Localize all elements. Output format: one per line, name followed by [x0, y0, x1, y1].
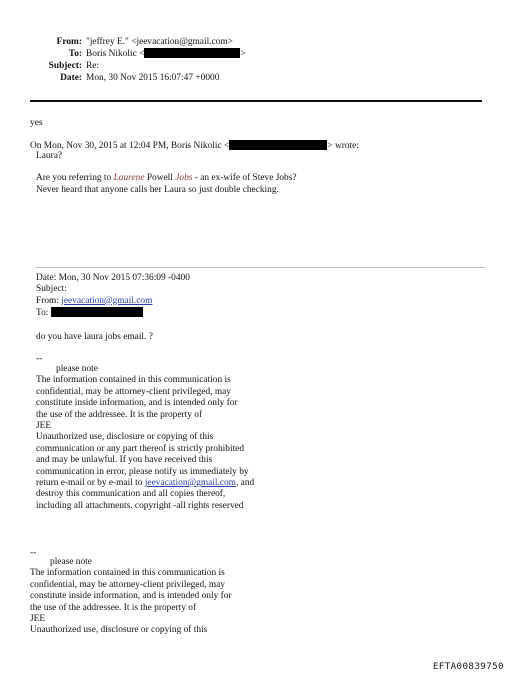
header-from-row: [0, 36, 260, 48]
highlighted-name: Laurene: [113, 173, 145, 184]
redaction-block: [51, 307, 143, 317]
inner-date: Date: Mon, 30 Nov 2015 07:36:09 -0400: [36, 273, 190, 283]
quoted-intro-prefix: On Mon, Nov 30, 2015 at 12:04 PM, Boris Nikolic <: [30, 141, 230, 151]
notice-line: communication in error, please notify us immediately by: [36, 466, 249, 477]
header-from-label: From:: [56, 37, 82, 47]
notice-line: the use of the addressee. It is the property of: [36, 409, 203, 420]
notice-line: the use of the addressee. It is the property of: [30, 602, 197, 613]
email-link[interactable]: jeevacation@gmail.com: [144, 478, 236, 489]
quoted-line: Laura?: [36, 151, 63, 161]
quoted-message: [36, 151, 297, 196]
inner-body: do you have laura jobs email. ?: [36, 332, 153, 342]
notice-line: confidential, may be attorney-client privileged, may: [36, 386, 231, 397]
highlighted-name: Jobs: [175, 173, 193, 184]
notice-line: The information contained in this communication is: [30, 568, 225, 579]
notice-line: Unauthorized use, disclosure or copying of this: [30, 625, 208, 636]
quote-divider: [36, 267, 486, 268]
header-subject-value: Re:: [86, 61, 100, 71]
notice-line: JEE: [36, 421, 52, 432]
header-date-label: Date:: [60, 73, 82, 83]
header-date-row: [0, 72, 260, 84]
confidentiality-notice: [36, 364, 254, 512]
notice-line: communication or any part thereof is strictly prohibited: [36, 443, 245, 454]
header-from-value: "jeffrey E." <jeevacation@gmail.com>: [86, 37, 233, 47]
header-to-row: [0, 48, 260, 60]
notice-line: Unauthorized use, disclosure or copying of this: [36, 432, 214, 443]
notice-line: The information contained in this communication is: [36, 375, 231, 386]
inner-subject: Subject:: [36, 284, 67, 295]
quoted-line: Never heard that anyone calls her Laura so just double checking.: [36, 184, 279, 195]
header-to-value: Boris Nikolic <: [86, 49, 145, 59]
inner-from: From: jeevacation@gmail.com: [36, 295, 153, 306]
redaction-block: [229, 140, 327, 150]
notice-line: constitute inside information, and is intended only for: [30, 591, 232, 602]
notice-line: including all attachments. copyright -all rights reserved: [36, 500, 244, 511]
signature-dash: --: [30, 548, 37, 558]
quoted-question: Are you referring to Laurene Powell Jobs - an ex-wife of Steve Jobs?: [36, 173, 297, 184]
notice-line: JEE: [30, 614, 46, 625]
document-id: EFTA00839750: [432, 661, 504, 672]
notice-line: destroy this communication and all copies thereof,: [36, 489, 226, 500]
notice-line: and may be unlawful. If you have received this: [36, 455, 213, 466]
notice-title: please note: [56, 364, 98, 374]
header-date-value: Mon, 30 Nov 2015 16:07:47 +0000: [86, 73, 220, 83]
inner-header: [36, 273, 190, 320]
redaction-block: [144, 48, 240, 58]
header-subject-label: Subject:: [48, 61, 82, 71]
notice-line: return e-mail or by e-mail to jeevacation@gmail.com, and: [36, 478, 255, 489]
header-subject-row: [0, 60, 260, 72]
reply-text: yes: [30, 118, 43, 128]
email-header: [0, 36, 260, 84]
notice-title: please note: [50, 557, 92, 567]
email-link[interactable]: jeevacation@gmail.com: [61, 295, 153, 306]
header-divider: [30, 100, 482, 102]
outer-confidentiality-notice: [30, 557, 232, 637]
quoted-intro-suffix: > wrote:: [327, 141, 359, 151]
header-to-label: To:: [68, 49, 82, 59]
signature-dash: --: [36, 354, 43, 364]
notice-line: constitute inside information, and is intended only for: [36, 398, 238, 409]
notice-line: confidential, may be attorney-client privileged, may: [30, 579, 225, 590]
header-to-suffix: >: [240, 49, 246, 59]
inner-to: To:: [36, 307, 190, 319]
